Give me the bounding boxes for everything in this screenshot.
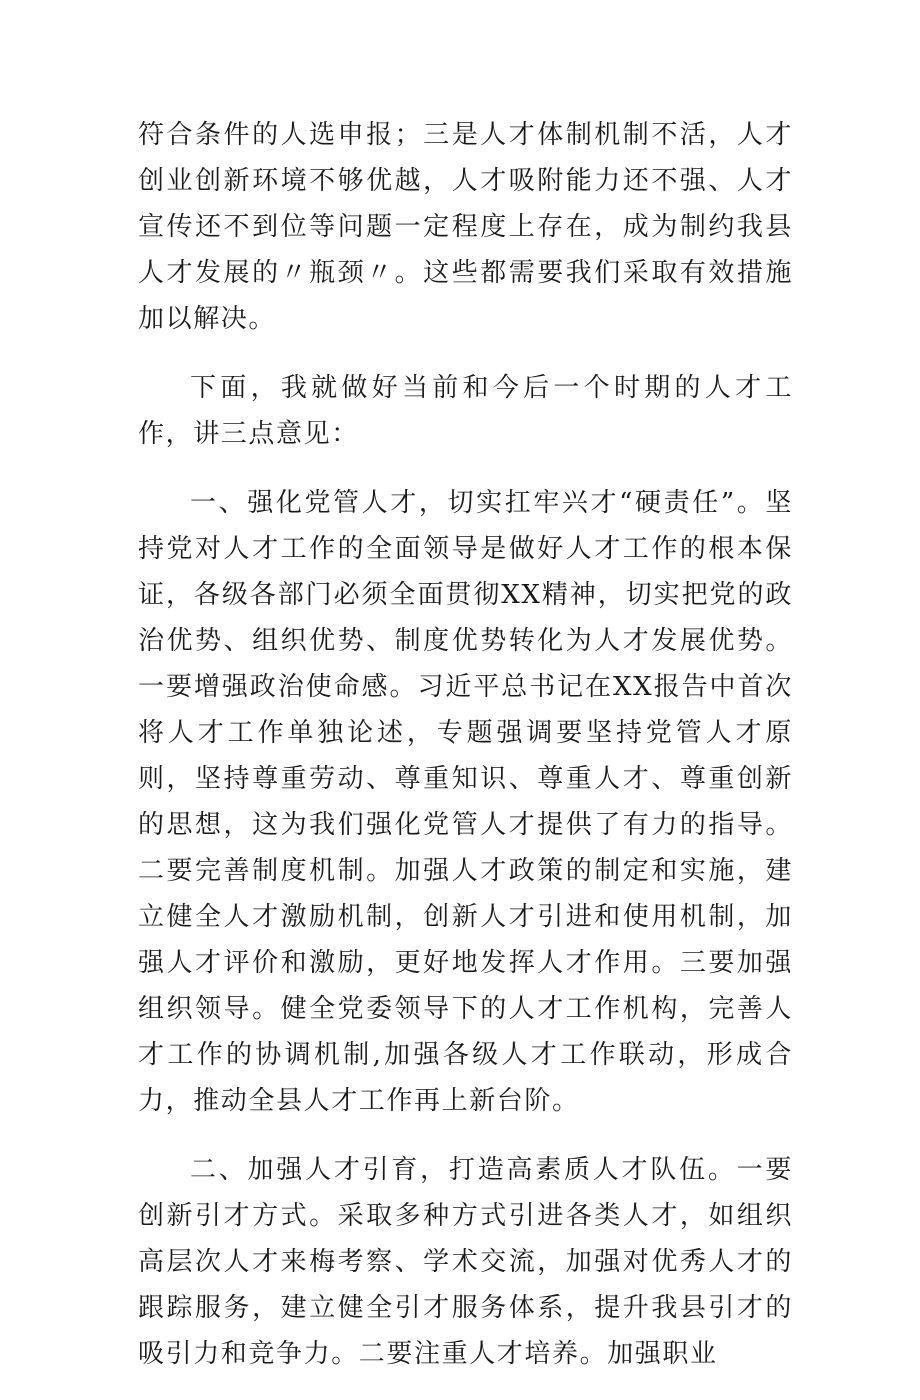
document-page — [138, 112, 793, 1400]
paragraph-continuation: 符合条件的人选申报；三是人才体制机制不活，人才创业创新环境不够优越，人才吸附能力还不强、人才宣传还不到位等问题一定程度上存在，成为制约我县人才发展的〃瓶颈〃。这些都需要我们采取有效措施加以解决。 — [138, 120, 793, 334]
paragraph-intro: 下面，我就做好当前和今后一个时期的人才工作，讲三点意见： — [138, 373, 793, 449]
paragraph-point-one: 一、强化党管人才，切实扛牢兴才“硬责任”。坚持党对人才工作的全面领导是做好人才工作的根本保证，各级各部门必须全面贯彻XX精神，切实把党的政治优势、组织优势、制度优势转化为人才发展优势。一要增强政治使命感。习近平总书记在XX报告中首次将人才工作单独论述，专题强调要坚持党管人才原则，坚持尊重劳动、尊重知识、尊重人才、尊重创新的思想，这为我们强化党管人才提供了有力的指导。二要完善制度机制。加强人才政策的制定和实施，建立健全人才激励机制，创新人才引进和使用机制，加强人才评价和激励，更好地发挥人才作用。三要加强组织领导。健全党委领导下的人才工作机构，完善人才工作的协调机制,加强各级人才工作联动，形成合力，推动全县人才工作再上新台阶。 — [138, 488, 793, 1116]
paragraph-point-two: 二、加强人才引育，打造高素质人才队伍。一要创新引才方式。采取多种方式引进各类人才，如组织高层次人才来梅考察、学术交流，加强对优秀人才的跟踪服务，建立健全引才服务体系，提升我县引才的吸引力和竞争力。二要注重人才培养。加强职业 — [138, 1155, 793, 1369]
